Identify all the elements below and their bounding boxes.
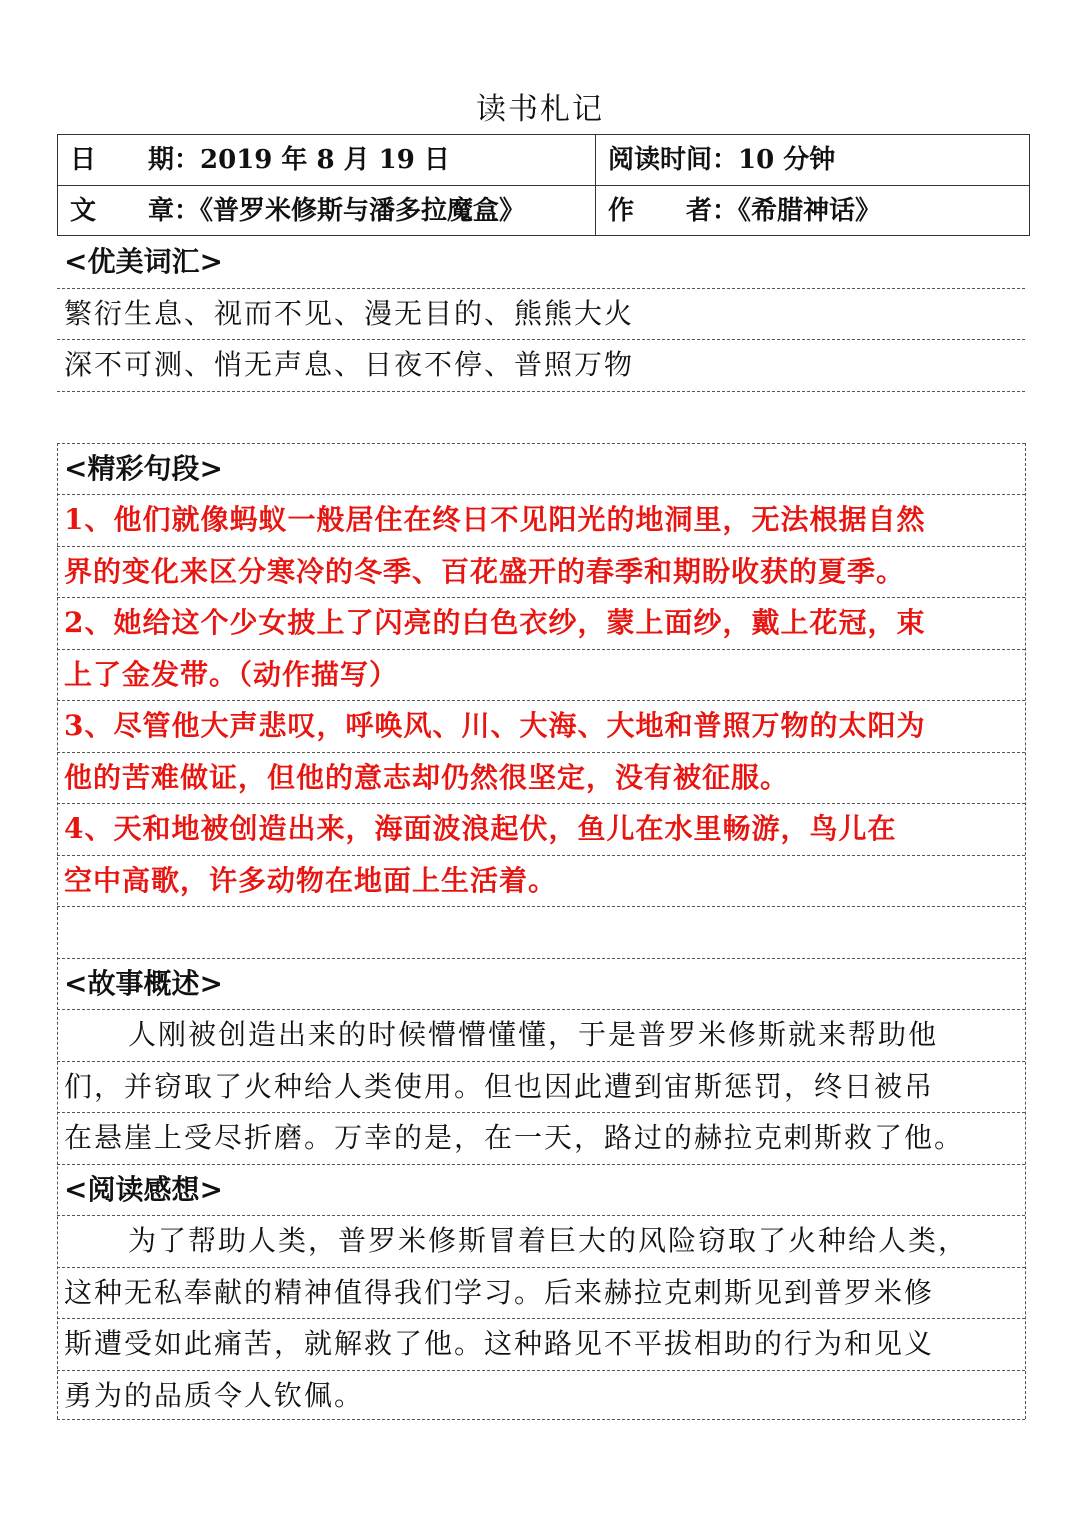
article-value: 《普罗米修斯与潘多拉魔盒》 (200, 196, 526, 226)
article-label: 文 章： (70, 196, 201, 226)
summary-line: 们，并窃取了火种给人类使用。但也因此遭到宙斯惩罚，终日被吊 (64, 1070, 935, 1103)
info-table (57, 134, 1030, 236)
reflection-line: 这种无私奉献的精神值得我们学习。后来赫拉克剌斯见到普罗米修 (64, 1276, 935, 1309)
excerpt-line: 3、尽管他大声悲叹，呼唤风、川、大海、大地和普照万物的太阳为 (64, 709, 926, 742)
vocab-line: 深不可测、悄无声息、日夜不停、普照万物 (64, 348, 635, 381)
excerpt-line: 4、天和地被创造出来，海面波浪起伏，鱼儿在水里畅游，鸟儿在 (64, 812, 897, 845)
ruled-line (57, 1419, 1025, 1420)
reading-time-label: 阅读时间： (608, 145, 739, 175)
info-row-date (58, 135, 1029, 186)
excerpt-line: 2、她给这个少女披上了闪亮的白色衣纱，蒙上面纱，戴上花冠，束 (64, 606, 926, 639)
date-value: 2019 年 8 月 19 日 (200, 145, 450, 175)
summary-heading: <故事概述> (64, 967, 223, 1000)
author-cell (608, 186, 881, 236)
reading-time-value: 10 分钟 (738, 145, 836, 175)
ruled-line (57, 391, 1025, 392)
info-column-divider (595, 135, 596, 235)
ruled-line (57, 906, 1025, 907)
reading-time-cell (608, 135, 835, 185)
notes-border-left (57, 443, 58, 1419)
vocab-line: 繁衍生息、视而不见、漫无目的、熊熊大火 (64, 297, 635, 330)
summary-line: 人刚被创造出来的时候懵懵懂懂，于是普罗米修斯就来帮助他 (128, 1018, 939, 1051)
notes-border-right (1025, 443, 1026, 1419)
info-row-article (58, 186, 1029, 236)
excerpt-line: 界的变化来区分寒冷的冬季、百花盛开的春季和期盼收获的夏季。 (64, 555, 906, 588)
excerpt-line: 1、他们就像蚂蚁一般居住在终日不见阳光的地洞里，无法根据自然 (64, 503, 926, 536)
author-value: 《希腊神话》 (738, 196, 882, 226)
page-title: 读书札记 (476, 92, 604, 127)
excerpt-line: 上了金发带。（动作描写） (64, 658, 399, 691)
date-cell (70, 135, 450, 185)
summary-line: 在悬崖上受尽折磨。万幸的是，在一天，路过的赫拉克剌斯救了他。 (64, 1121, 965, 1154)
excerpt-line: 空中高歌，许多动物在地面上生活着。 (64, 864, 558, 897)
excerpt-line: 他的苦难做证，但他的意志却仍然很坚定，没有被征服。 (64, 761, 790, 794)
reflection-line: 勇为的品质令人钦佩。 (64, 1379, 365, 1412)
excerpts-heading: <精彩句段> (64, 452, 223, 485)
vocab-heading: <优美词汇> (64, 245, 223, 278)
author-label: 作 者： (608, 196, 739, 226)
reflection-heading: <阅读感想> (64, 1173, 223, 1206)
date-label: 日 期： (70, 145, 201, 175)
reflection-line: 为了帮助人类，普罗米修斯冒着巨大的风险窃取了火种给人类， (128, 1224, 969, 1257)
reflection-line: 斯遭受如此痛苦，就解救了他。这种路见不平拔相助的行为和见义 (64, 1327, 935, 1360)
article-cell (70, 186, 525, 236)
